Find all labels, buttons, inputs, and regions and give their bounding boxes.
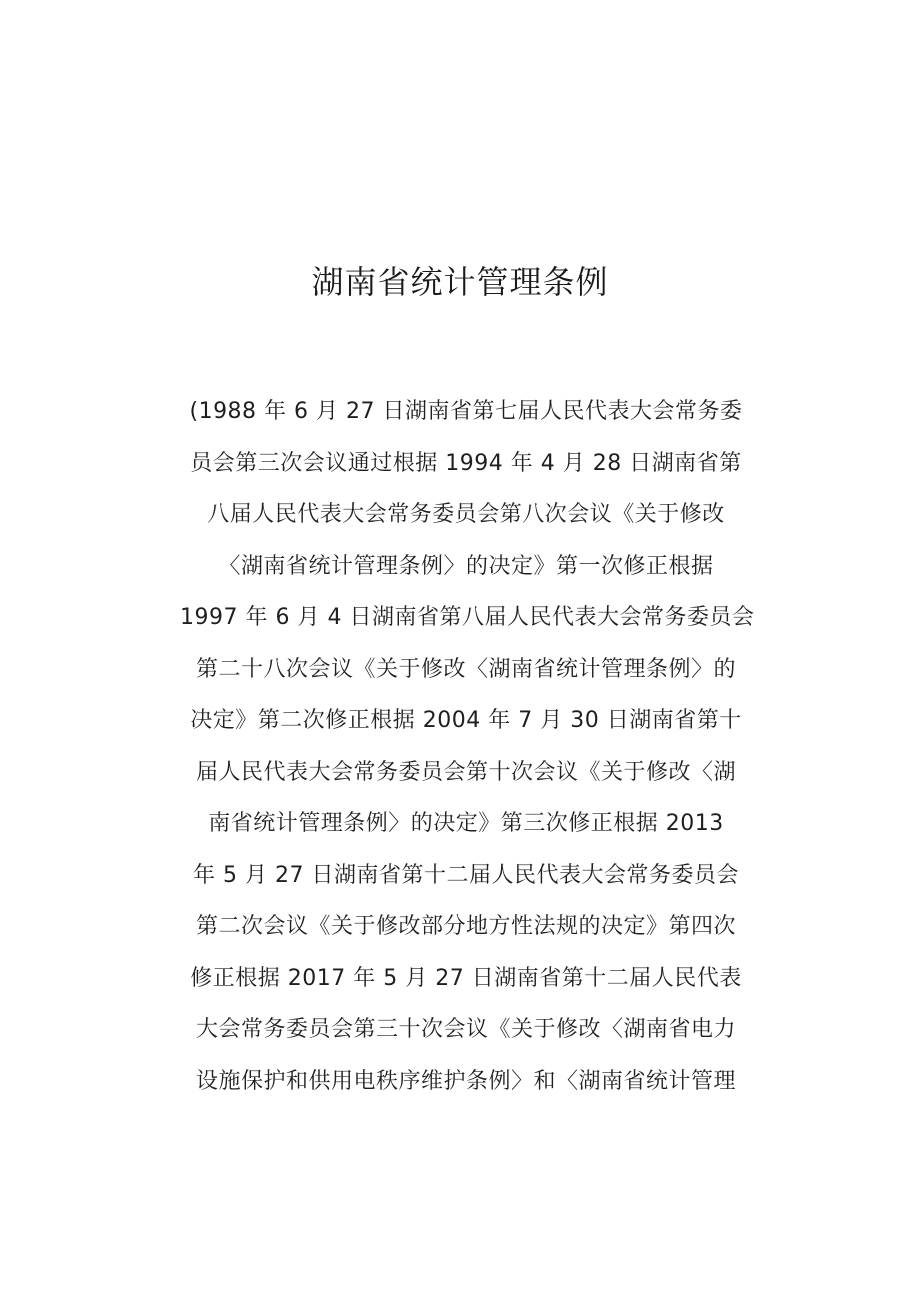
body-line: 修正根据 2017 年 5 月 27 日湖南省第十二届人民代表 [190, 965, 742, 991]
body-line: 第二十八次会议《关于修改〈湖南省统计管理条例〉的 [195, 656, 736, 682]
body-line: 南省统计管理条例〉的决定》第三次修正根据 2013 [208, 811, 724, 836]
body-line: 大会常务委员会第三十次会议《关于修改〈湖南省电力 [195, 1017, 736, 1042]
body-line: 年 5 月 27 日湖南省第十二届人民代表大会常务委员会 [193, 862, 739, 888]
body-line: 〈湖南省统计管理条例〉的决定》第一次修正根据 [218, 553, 714, 579]
document-body [180, 390, 755, 1111]
body-line: 八届人民代表大会常务委员会第八次会议《关于修改 [207, 502, 725, 527]
document-title: 湖南省统计管理条例 [311, 263, 609, 301]
body-line: 设施保护和供用电秩序维护条例〉和〈湖南省统计管理 [195, 1068, 736, 1094]
body-line: (1988 年 6 月 27 日湖南省第七届人民代表大会常务委 [189, 399, 743, 424]
body-line: 员会第三次会议通过根据 1994 年 4 月 28 日湖南省第 [190, 450, 742, 476]
body-line: 1997 年 6 月 4 日湖南省第八届人民代表大会常务委员会 [180, 605, 755, 630]
body-line: 第二次会议《关于修改部分地方性法规的决定》第四次 [195, 914, 736, 939]
body-line: 届人民代表大会常务委员会第十次会议《关于修改〈湖 [195, 759, 736, 785]
body-line: 决定》第二次修正根据 2004 年 7 月 30 日湖南省第十 [190, 708, 742, 733]
